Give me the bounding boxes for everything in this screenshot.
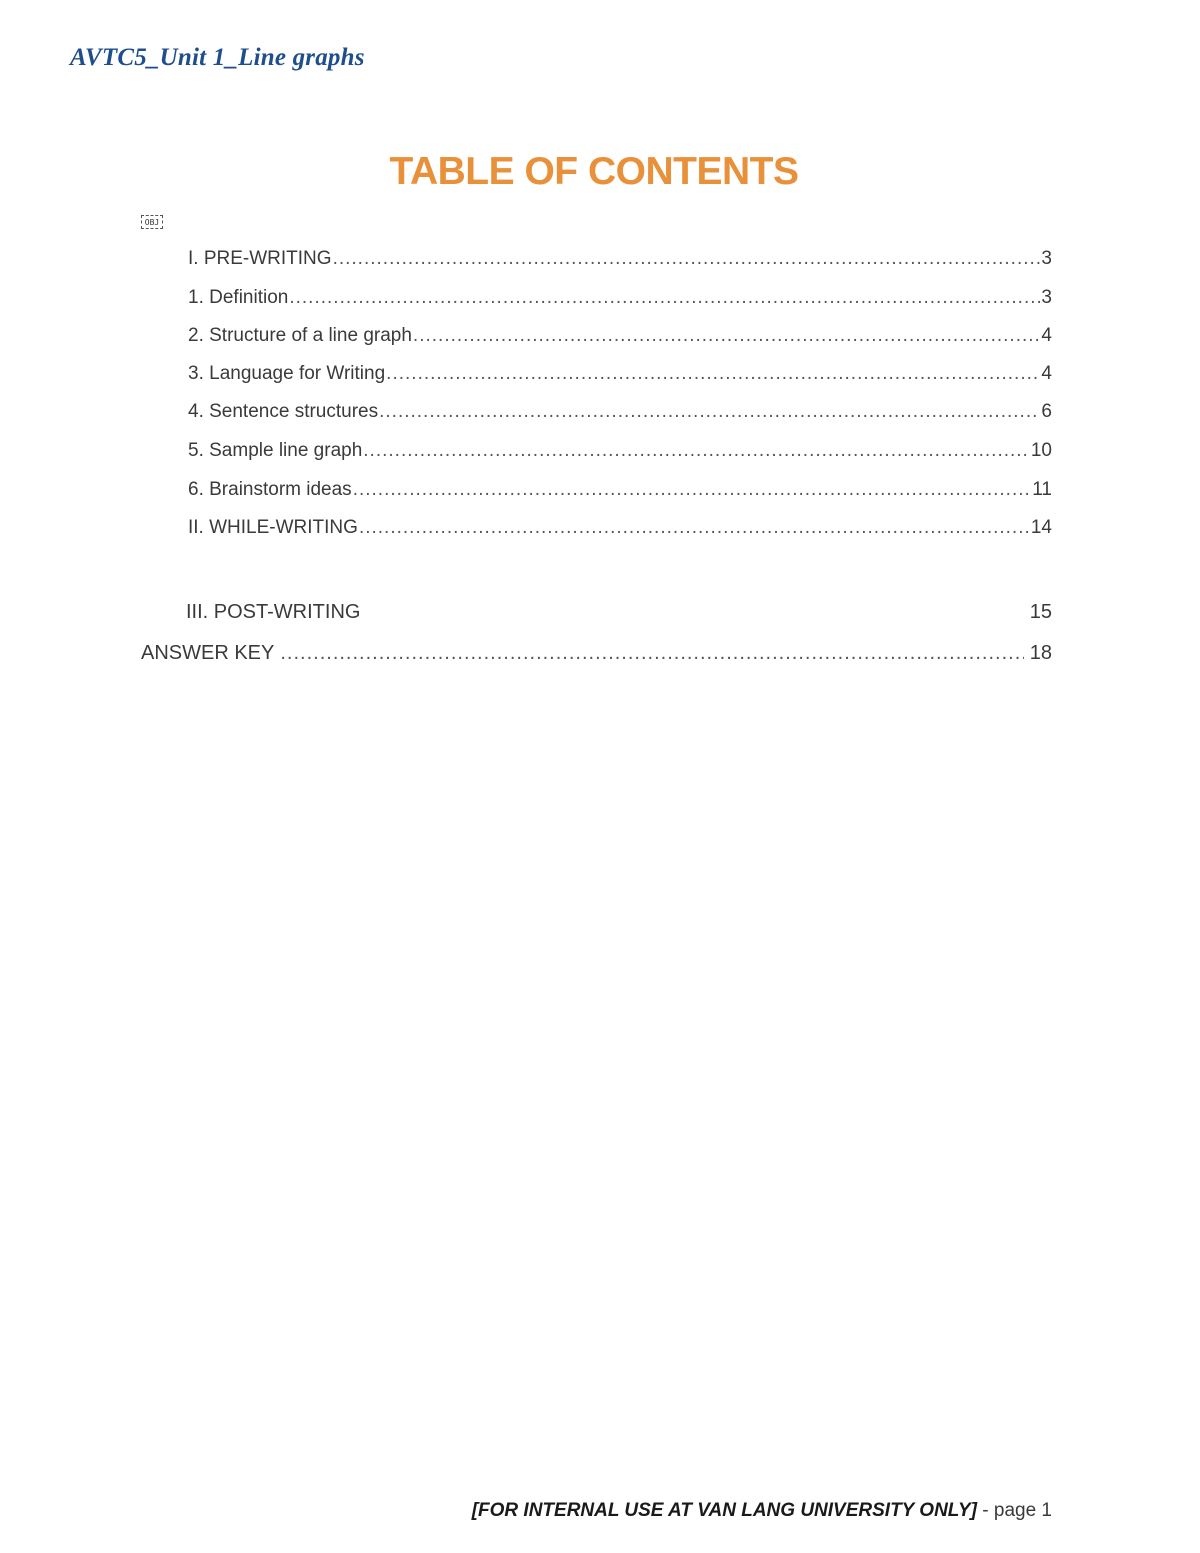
toc-entry[interactable] (188, 248, 1052, 270)
toc-entry-page: 3 (1041, 287, 1052, 308)
dot-leader (359, 517, 1030, 539)
toc-entry-label: 1. Definition (188, 287, 289, 308)
toc-entry[interactable] (188, 287, 1052, 309)
toc-entry-label: 2. Structure of a line graph (188, 325, 412, 346)
toc-entry-page: 3 (1041, 248, 1052, 269)
dot-leader (353, 479, 1032, 501)
toc-entry[interactable] (188, 325, 1052, 347)
dot-leader (386, 363, 1040, 385)
toc-entry-label: II. WHILE-WRITING (188, 517, 358, 538)
toc-entry-page: 4 (1041, 363, 1052, 384)
toc-entry[interactable] (188, 479, 1052, 501)
dot-leader (379, 401, 1040, 423)
internal-use-notice: [FOR INTERNAL USE AT VAN LANG UNIVERSITY ONLY] (471, 1500, 977, 1521)
toc-entry[interactable] (188, 517, 1052, 539)
dot-leader (333, 248, 1041, 270)
toc-entry-page: 4 (1041, 325, 1052, 346)
toc-entry-page: 10 (1030, 440, 1052, 461)
embedded-object-marker: OBJ (141, 215, 163, 229)
dot-leader (289, 287, 1040, 309)
document-header-title: AVTC5_Unit 1_Line graphs (70, 44, 365, 71)
toc-entry-page: 14 (1030, 517, 1052, 538)
toc-entry-page: 11 (1032, 479, 1052, 500)
page-number: - page 1 (977, 1500, 1052, 1521)
toc-entry-label: 3. Language for Writing (188, 363, 386, 384)
toc-entry[interactable] (188, 401, 1052, 423)
dot-leader (363, 440, 1030, 462)
toc-entry[interactable] (188, 440, 1052, 462)
toc-entry[interactable] (188, 363, 1052, 385)
dot-leader (280, 642, 1023, 665)
toc-entry-page: 6 (1041, 401, 1052, 422)
toc-entry-answer-key[interactable] (141, 642, 1052, 665)
toc-entry-label: ANSWER KEY (141, 642, 275, 664)
toc-entry-post-writing[interactable] (186, 601, 1052, 624)
toc-heading: TABLE OF CONTENTS (389, 150, 799, 193)
dot-leader (413, 325, 1041, 347)
toc-entry-page: 18 (1029, 642, 1052, 664)
toc-entry-label: I. PRE-WRITING (188, 248, 332, 269)
toc-entry-label: 5. Sample line graph (188, 440, 363, 461)
toc-entry-label: III. POST-WRITING (186, 601, 361, 623)
page-footer (472, 1500, 1052, 1522)
toc-entry-label: 6. Brainstorm ideas (188, 479, 352, 500)
toc-entry-page: 15 (1029, 601, 1052, 623)
toc-entry-label: 4. Sentence structures (188, 401, 379, 422)
